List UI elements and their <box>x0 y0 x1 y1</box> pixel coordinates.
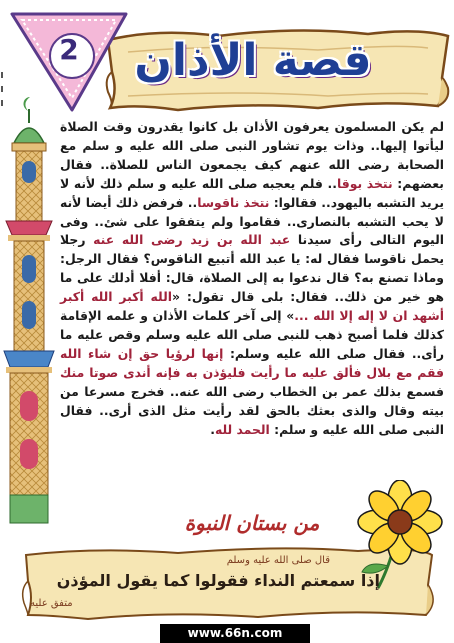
story-text: .. فرفض ذلك أيضا لأنه لا يحب التشبه بالنصارى.. فقاموا ولم يتفقوا على شئ.. وفى اليوم التالى رأى سيدنا <box>60 194 444 248</box>
page-title: قصة الأذان <box>134 35 372 86</box>
story-text: .. فلم يعجبه صلى الله عليه و سلم ذلك لأنه لا يريد التشبه باليهود.. فقالوا: <box>60 175 444 210</box>
story-highlight: عبد الله بن زيد رضى الله عنه <box>93 232 291 248</box>
minaret-illustration <box>0 95 58 535</box>
story-paragraph <box>60 118 444 498</box>
story-highlight: إنها لرؤيا حق إن شاء الله فقم مع بلال فألق عليه ما رأيت فليؤذن به فإنه أندى صوتا منك <box>60 345 444 380</box>
story-highlight: نتخذ بوقا <box>336 175 393 191</box>
story-highlight: الله أكبر الله أكبر أشهد ان لا إله إلا الله ... <box>60 289 444 324</box>
story-text: . <box>210 421 215 437</box>
hadith-intro: قال صلى الله عليه وسلم <box>226 555 330 566</box>
story-text: فسمع بذلك عمر بن الخطاب رضى الله عنه.. فخرج مسرعا من بيته وقال والذى بعثك بالحق لقد رأيت مثل الذى أرى.. فقال النبى صلى الله عليه و سلم: <box>60 383 444 437</box>
chapter-number: 2 <box>59 33 79 66</box>
story-text: رجلا يحمل ناقوسا فقال له: يا عبد الله أتبيع الناقوس؟ فقال الرجل: وماذا تصنع به؟ قال ندعوا به إلى الصلاة، قال: أفلا أدلك على ما هو خير من ذلك.. فقال: بلى قال تقول: « <box>60 232 444 305</box>
story-text: » إلى آخر كلمات الأذان و علمه الإقامة كذلك فلما أصبح ذهب للنبى صلى الله عليه وسلم وقص عليه ما رأى.. فقال صلى الله عليه وسلم: <box>60 308 444 361</box>
story-text: لم يكن المسلمون يعرفون الأذان بل كانوا يقدرون وقت الصلاة ليأتوا إليها.. وذات يوم تشاور النبى صلى الله عليه و سلم مع الصحابة رضى الله عنهم كيف يجمعون الناس للصلاة.. فقال بعضهم: <box>60 119 444 191</box>
story-highlight: الحمد لله <box>214 421 270 437</box>
hadith-source: متفق عليه <box>30 598 73 609</box>
section-heading: من بستان النبوة <box>184 511 320 535</box>
site-url[interactable]: www.66n.com <box>160 624 310 643</box>
hadith-text: إذا سمعتم النداء فقولوا كما يقول المؤذن <box>56 571 380 590</box>
story-highlight: نتخذ ناقوسا <box>197 194 270 210</box>
